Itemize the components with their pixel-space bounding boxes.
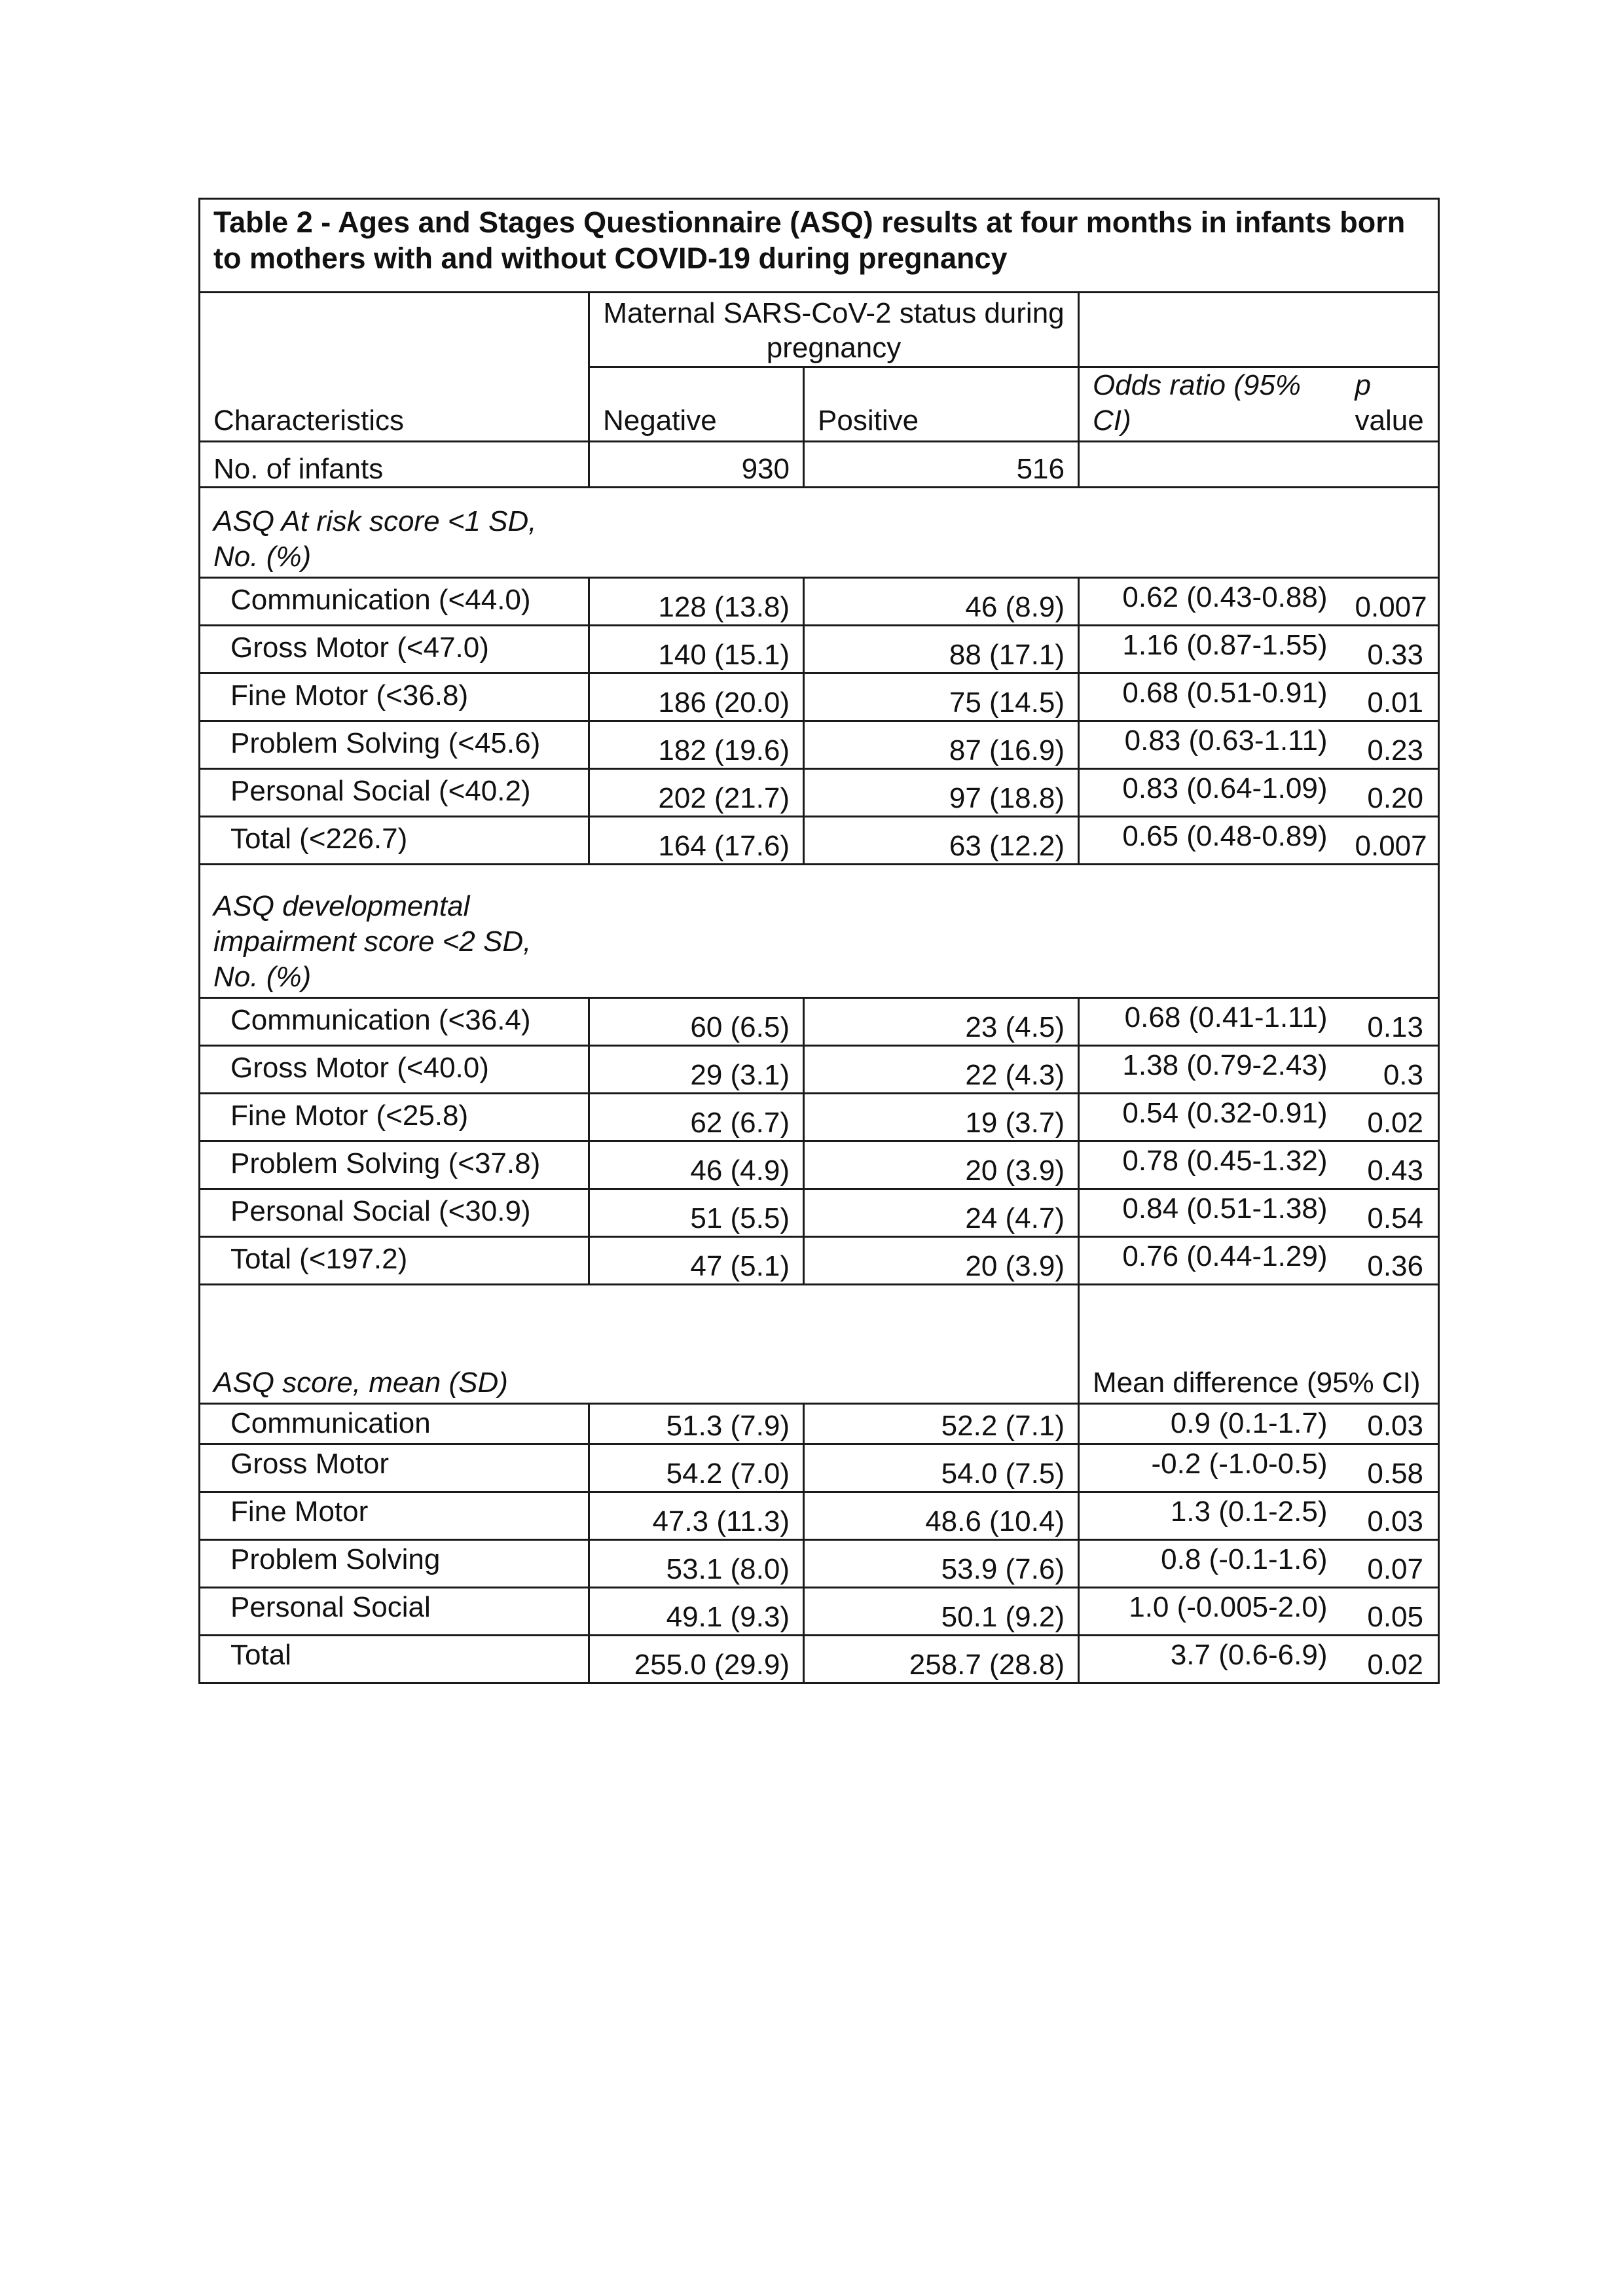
cell-negative: 46 (4.9) (589, 1141, 804, 1189)
table-row (200, 578, 1439, 626)
cell-effect: 0.8 (-0.1-1.6) (1079, 1540, 1342, 1588)
header-p-value (1342, 367, 1439, 442)
row-label: Problem Solving (<45.6) (200, 721, 589, 769)
cell-p-value: 0.05 (1342, 1588, 1439, 1636)
section-heading-text: ASQ At risk score <1 SD, No. (%) (213, 505, 537, 573)
cell-positive: 63 (12.2) (804, 817, 1079, 865)
cell-negative: 186 (20.0) (589, 673, 804, 721)
table-row (200, 998, 1439, 1046)
cell-p-value: 0.007 (1342, 817, 1439, 865)
table-row (200, 1094, 1439, 1141)
row-label: Fine Motor (200, 1492, 589, 1540)
row-label: Problem Solving (200, 1540, 589, 1588)
cell-negative: 54.2 (7.0) (589, 1444, 804, 1492)
cell-positive: 87 (16.9) (804, 721, 1079, 769)
cell-p-value: 0.007 (1342, 578, 1439, 626)
row-label: Gross Motor (<47.0) (200, 626, 589, 673)
header-positive: Positive (804, 367, 1079, 442)
cell-negative: 51 (5.5) (589, 1189, 804, 1237)
section-heading: ASQ score, mean (SD) (200, 1285, 1079, 1404)
cell-negative: 255.0 (29.9) (589, 1636, 804, 1683)
cell-effect: 0.76 (0.44-1.29) (1079, 1237, 1342, 1285)
cell-p-value: 0.43 (1342, 1141, 1439, 1189)
cell-positive: 24 (4.7) (804, 1189, 1079, 1237)
cell-negative: 62 (6.7) (589, 1094, 804, 1141)
table-row (200, 1404, 1439, 1444)
table-body (200, 199, 1439, 1683)
row-label: Personal Social (<30.9) (200, 1189, 589, 1237)
row-label: Personal Social (<40.2) (200, 769, 589, 817)
cell-p-value: 0.36 (1342, 1237, 1439, 1285)
cell-p-value: 0.01 (1342, 673, 1439, 721)
cell-p-value: 0.07 (1342, 1540, 1439, 1588)
cell-p-value: 0.20 (1342, 769, 1439, 817)
cell-p-value: 0.02 (1342, 1094, 1439, 1141)
cell-effect: -0.2 (-1.0-0.5) (1079, 1444, 1342, 1492)
infants-positive: 516 (804, 442, 1079, 488)
group-header-row (200, 292, 1439, 367)
title-row (200, 199, 1439, 293)
row-label: Communication (<36.4) (200, 998, 589, 1046)
cell-effect: 0.84 (0.51-1.38) (1079, 1189, 1342, 1237)
section-heading-row (200, 865, 1439, 998)
infants-row (200, 442, 1439, 488)
header-characteristics: Characteristics (200, 292, 589, 442)
table-title: Table 2 - Ages and Stages Questionnaire (ASQ) results at four months in infants born to mothers with and without COVID-19 during pregnancy (200, 199, 1439, 293)
cell-p-value: 0.33 (1342, 626, 1439, 673)
cell-positive: 50.1 (9.2) (804, 1588, 1079, 1636)
cell-effect: 0.65 (0.48-0.89) (1079, 817, 1342, 865)
row-label: Total (200, 1636, 589, 1683)
cell-p-value: 0.02 (1342, 1636, 1439, 1683)
table-row (200, 1540, 1439, 1588)
table-row (200, 769, 1439, 817)
cell-p-value: 0.54 (1342, 1189, 1439, 1237)
section-heading-text: ASQ developmental impairment score <2 SD, No. (%) (213, 890, 532, 993)
cell-effect: 0.68 (0.51-0.91) (1079, 673, 1342, 721)
cell-effect: 0.54 (0.32-0.91) (1079, 1094, 1342, 1141)
cell-negative: 47.3 (11.3) (589, 1492, 804, 1540)
cell-effect: 0.83 (0.64-1.09) (1079, 769, 1342, 817)
cell-positive: 97 (18.8) (804, 769, 1079, 817)
cell-effect: 0.78 (0.45-1.32) (1079, 1141, 1342, 1189)
table-row (200, 626, 1439, 673)
row-label: Total (<226.7) (200, 817, 589, 865)
table-row (200, 1046, 1439, 1094)
cell-positive: 20 (3.9) (804, 1141, 1079, 1189)
cell-effect: 0.68 (0.41-1.11) (1079, 998, 1342, 1046)
cell-negative: 47 (5.1) (589, 1237, 804, 1285)
cell-negative: 164 (17.6) (589, 817, 804, 865)
cell-negative: 202 (21.7) (589, 769, 804, 817)
row-label: Communication (200, 1404, 589, 1444)
cell-positive: 22 (4.3) (804, 1046, 1079, 1094)
cell-positive: 48.6 (10.4) (804, 1492, 1079, 1540)
infants-blank (1079, 442, 1439, 488)
cell-positive: 75 (14.5) (804, 673, 1079, 721)
cell-positive: 52.2 (7.1) (804, 1404, 1079, 1444)
table-row (200, 1189, 1439, 1237)
section-heading (200, 488, 1439, 578)
cell-p-value: 0.3 (1342, 1046, 1439, 1094)
cell-effect: 3.7 (0.6-6.9) (1079, 1636, 1342, 1683)
cell-positive: 23 (4.5) (804, 998, 1079, 1046)
row-label: Fine Motor (<36.8) (200, 673, 589, 721)
header-mean-difference: Mean difference (95% CI) (1079, 1285, 1439, 1404)
cell-effect: 1.38 (0.79-2.43) (1079, 1046, 1342, 1094)
cell-p-value: 0.13 (1342, 998, 1439, 1046)
cell-positive: 19 (3.7) (804, 1094, 1079, 1141)
cell-effect: 0.9 (0.1-1.7) (1079, 1404, 1342, 1444)
table-row (200, 1444, 1439, 1492)
header-maternal-status: Maternal SARS-CoV-2 status during pregnancy (589, 292, 1079, 367)
row-label: Personal Social (200, 1588, 589, 1636)
cell-positive: 20 (3.9) (804, 1237, 1079, 1285)
cell-positive: 258.7 (28.8) (804, 1636, 1079, 1683)
cell-negative: 51.3 (7.9) (589, 1404, 804, 1444)
cell-positive: 88 (17.1) (804, 626, 1079, 673)
infants-negative: 930 (589, 442, 804, 488)
table-row (200, 817, 1439, 865)
table-row (200, 1492, 1439, 1540)
cell-positive: 54.0 (7.5) (804, 1444, 1079, 1492)
cell-negative: 128 (13.8) (589, 578, 804, 626)
cell-negative: 140 (15.1) (589, 626, 804, 673)
header-p-letter: p (1355, 369, 1371, 402)
header-blank (1079, 292, 1439, 367)
header-negative: Negative (589, 367, 804, 442)
row-label: Gross Motor (200, 1444, 589, 1492)
cell-effect: 1.16 (0.87-1.55) (1079, 626, 1342, 673)
cell-effect: 0.83 (0.63-1.11) (1079, 721, 1342, 769)
cell-positive: 53.9 (7.6) (804, 1540, 1079, 1588)
cell-effect: 1.3 (0.1-2.5) (1079, 1492, 1342, 1540)
results-table (198, 198, 1440, 1684)
cell-effect: 0.62 (0.43-0.88) (1079, 578, 1342, 626)
cell-negative: 60 (6.5) (589, 998, 804, 1046)
header-odds-ratio: Odds ratio (95% CI) (1079, 367, 1342, 442)
table-row (200, 1636, 1439, 1683)
cell-p-value: 0.03 (1342, 1492, 1439, 1540)
cell-negative: 49.1 (9.3) (589, 1588, 804, 1636)
table-row (200, 1237, 1439, 1285)
section-heading-row (200, 488, 1439, 578)
row-label: Fine Motor (<25.8) (200, 1094, 589, 1141)
table-row (200, 673, 1439, 721)
cell-negative: 29 (3.1) (589, 1046, 804, 1094)
section-heading-row (200, 1285, 1439, 1404)
cell-positive: 46 (8.9) (804, 578, 1079, 626)
cell-p-value: 0.03 (1342, 1404, 1439, 1444)
cell-p-value: 0.58 (1342, 1444, 1439, 1492)
table-row (200, 1141, 1439, 1189)
row-label: Gross Motor (<40.0) (200, 1046, 589, 1094)
cell-negative: 53.1 (8.0) (589, 1540, 804, 1588)
row-label: Communication (<44.0) (200, 578, 589, 626)
cell-p-value: 0.23 (1342, 721, 1439, 769)
table-row (200, 1588, 1439, 1636)
row-label: Total (<197.2) (200, 1237, 589, 1285)
row-label: Problem Solving (<37.8) (200, 1141, 589, 1189)
cell-effect: 1.0 (-0.005-2.0) (1079, 1588, 1342, 1636)
infants-label: No. of infants (200, 442, 589, 488)
header-p-word: value (1355, 404, 1424, 437)
section-heading (200, 865, 1439, 998)
table-row (200, 721, 1439, 769)
cell-negative: 182 (19.6) (589, 721, 804, 769)
